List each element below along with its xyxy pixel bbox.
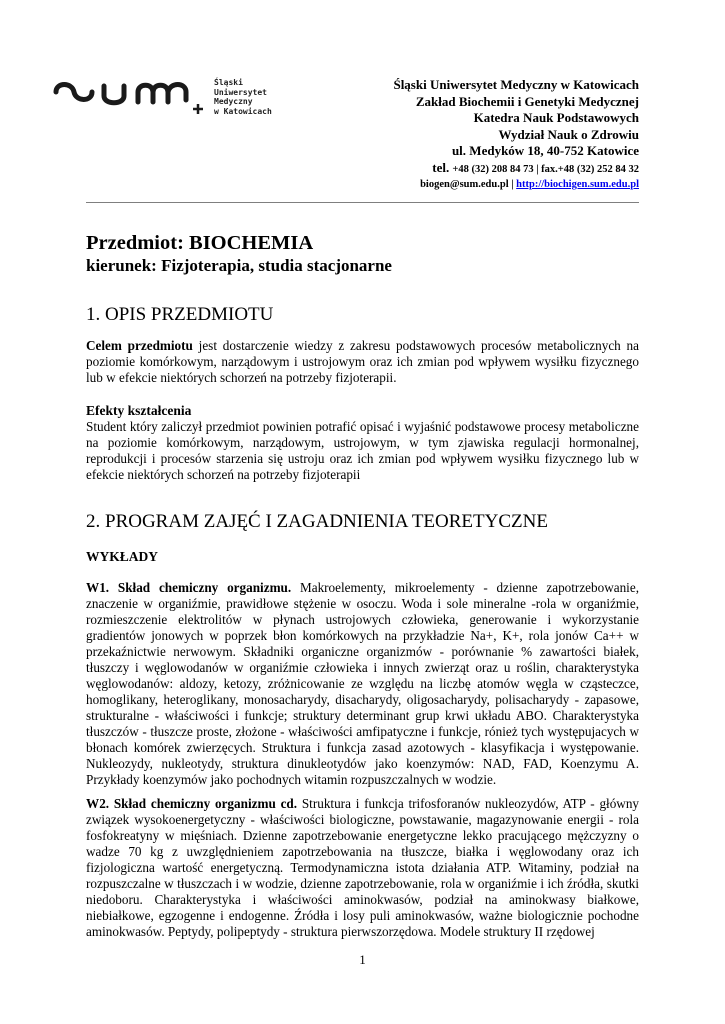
lecture-w2-label: W2. Skład chemiczny organizmu cd. <box>86 796 298 811</box>
lecture-w1-paragraph <box>86 580 639 788</box>
faculty-name: Wydział Nauk o Zdrowiu <box>498 126 639 142</box>
effects-paragraph: Student który zaliczył przedmiot powinien potrafić opisać i wyjaśnić podstawowe procesy metaboliczne na poziomie komórkowym, narządowym, ustrojowym, w tym zjawiska regulacji hormonalnej, reprodukcji i procesów starzenia się ustroju oraz ich zmian pod wpływem wysiłku fizycznego lub w efekcie niektórych schorzeń na potrzeby fizjoterapii <box>86 419 639 482</box>
lectures-heading: WYKŁADY <box>86 549 159 564</box>
sum-logo-mark-icon <box>52 78 212 118</box>
goal-paragraph <box>86 338 639 386</box>
phone-line <box>393 160 639 177</box>
logo-text <box>214 78 272 116</box>
chair-name: Katedra Nauk Podstawowych <box>473 110 639 125</box>
goal-text: jest dostarczenie wiedzy z zakresu podstawowych procesów metabolicznych na poziomie komórkowym, narządowym i ustrojowym oraz ich zmian pod wpływem wysiłku fizycznego lub w efekcie niektórych schorzeń na potrzeby fizjoterapii. <box>86 338 640 385</box>
institution-header <box>393 77 639 192</box>
goal-label: Celem przedmiotu <box>86 338 193 353</box>
sum-logo <box>52 78 282 118</box>
university-name: Śląski Uniwersytet Medyczny w Katowicach <box>393 77 639 92</box>
page-number: 1 <box>359 952 366 967</box>
lecture-w2-text: Struktura i funkcja trifosforanów nukleozydów, ATP - główny związek wysokoenergetyczny - właściwości biologiczne, powstawanie, magazynowanie energii - rola fosfokreatyny w mięśniach. Dzienne zapotrzebowanie energetyczne lekko pracującego mężczyzny o wadze 70 kg z uwzględnieniem zapotrzebowania na tłuszcze, białka i węglowodany oraz ich fizjologiczna wartość energetyczną. Termodynamiczna istota działania ATP. Witaminy, podział na rozpuszczalne w tłuszczach i w wodzie, dzienne zapotrzebowanie, rola w organiźmie i ich źródła, skutki niedoboru. Charakterystyka i właściwości aminokwasów, podział na aminokwasy białkowe, niebiałkowe, egzogenne i endogenne. Źródła i losy puli aminokwasów, ważne biologicznie pochodne aminokwasów. Peptydy, polipeptydy - struktura pierwszorzędowa. Modele struktury II rzędowej <box>86 796 640 939</box>
page-subtitle: kierunek: Fizjoterapia, studia stacjonarne <box>86 256 392 275</box>
header-divider <box>86 202 639 203</box>
tel-label: tel. <box>432 159 450 175</box>
logo-line: Uniwersytet <box>214 87 267 97</box>
website-link[interactable]: http://biochigen.sum.edu.pl <box>516 178 639 190</box>
tel-value: +48 (32) 208 84 73 | fax.+48 (32) 252 84 32 <box>452 163 639 175</box>
contact-line <box>393 177 639 192</box>
contact-separator: | <box>511 178 514 190</box>
email: biogen@sum.edu.pl <box>420 178 509 190</box>
page-title: Przedmiot: BIOCHEMIA <box>86 232 314 254</box>
address: ul. Medyków 18, 40-752 Katowice <box>451 143 639 158</box>
effects-heading: Efekty kształcenia <box>86 403 192 418</box>
lecture-w2-paragraph <box>86 796 639 940</box>
section1-heading: 1. OPIS PRZEDMIOTU <box>86 304 274 325</box>
logo-line: w Katowicach <box>214 106 272 116</box>
lecture-w1-label: W1. Skład chemiczny organizmu. <box>86 580 292 595</box>
logo-line: Medyczny <box>214 97 253 106</box>
logo-line: Śląski <box>214 78 243 87</box>
lecture-w1-text: Makroelementy, mikroelementy - dzienne zapotrzebowanie, znaczenie w organiźmie, prawidłowe stężenie w osoczu. Woda i sole mineralne -rola w organiźmie, rozmieszczenie elektrolitów w płynach ustrojowych człowieka, generowanie i wykorzystanie gradientów jonowych w poprzek błon komórkowych na przykładzie Na+, K+, rola jonów Ca++ w przekaźnictwie nerwowym. Składniki organiczne organizmów - porównanie % zawartości białek, tłuszczy i węglowodanów w organiźmie człowieka i innych zwierząt oraz u roślin, charakterystyka węglowodanów: aldozy, ketozy, zróżnicowanie ze względu na liczbę atomów węgla w cząsteczce, homoglikany, heteroglikany, monosacharydy, disacharydy, oligosacharydy, polisacharydy - zapasowe, strukturalne - właściwości i funkcje; struktury determinant grup krwi układu ABO. Charakterystyka tłuszczów - tłuszcze proste, złożone - właściwości amfipatyczne i funkcje, rónież tych występujacych w błonach komórek zwierzęcych. Struktura i funkcja zasad azotowych - klasyfikacja i występowanie. Nukleozydy, nukleotydy, struktura dinukleotydów jako koenzymów: NAD, FAD, Koenzymu A. Przykłady koenzymów jako pochodnych witamin rozpuszczalnych w wodzie. <box>86 580 639 787</box>
section2-heading: 2. PROGRAM ZAJĘĆ I ZAGADNIENIA TEORETYCZNE <box>86 511 548 532</box>
department-name: Zakład Biochemii i Genetyki Medycznej <box>415 93 639 109</box>
